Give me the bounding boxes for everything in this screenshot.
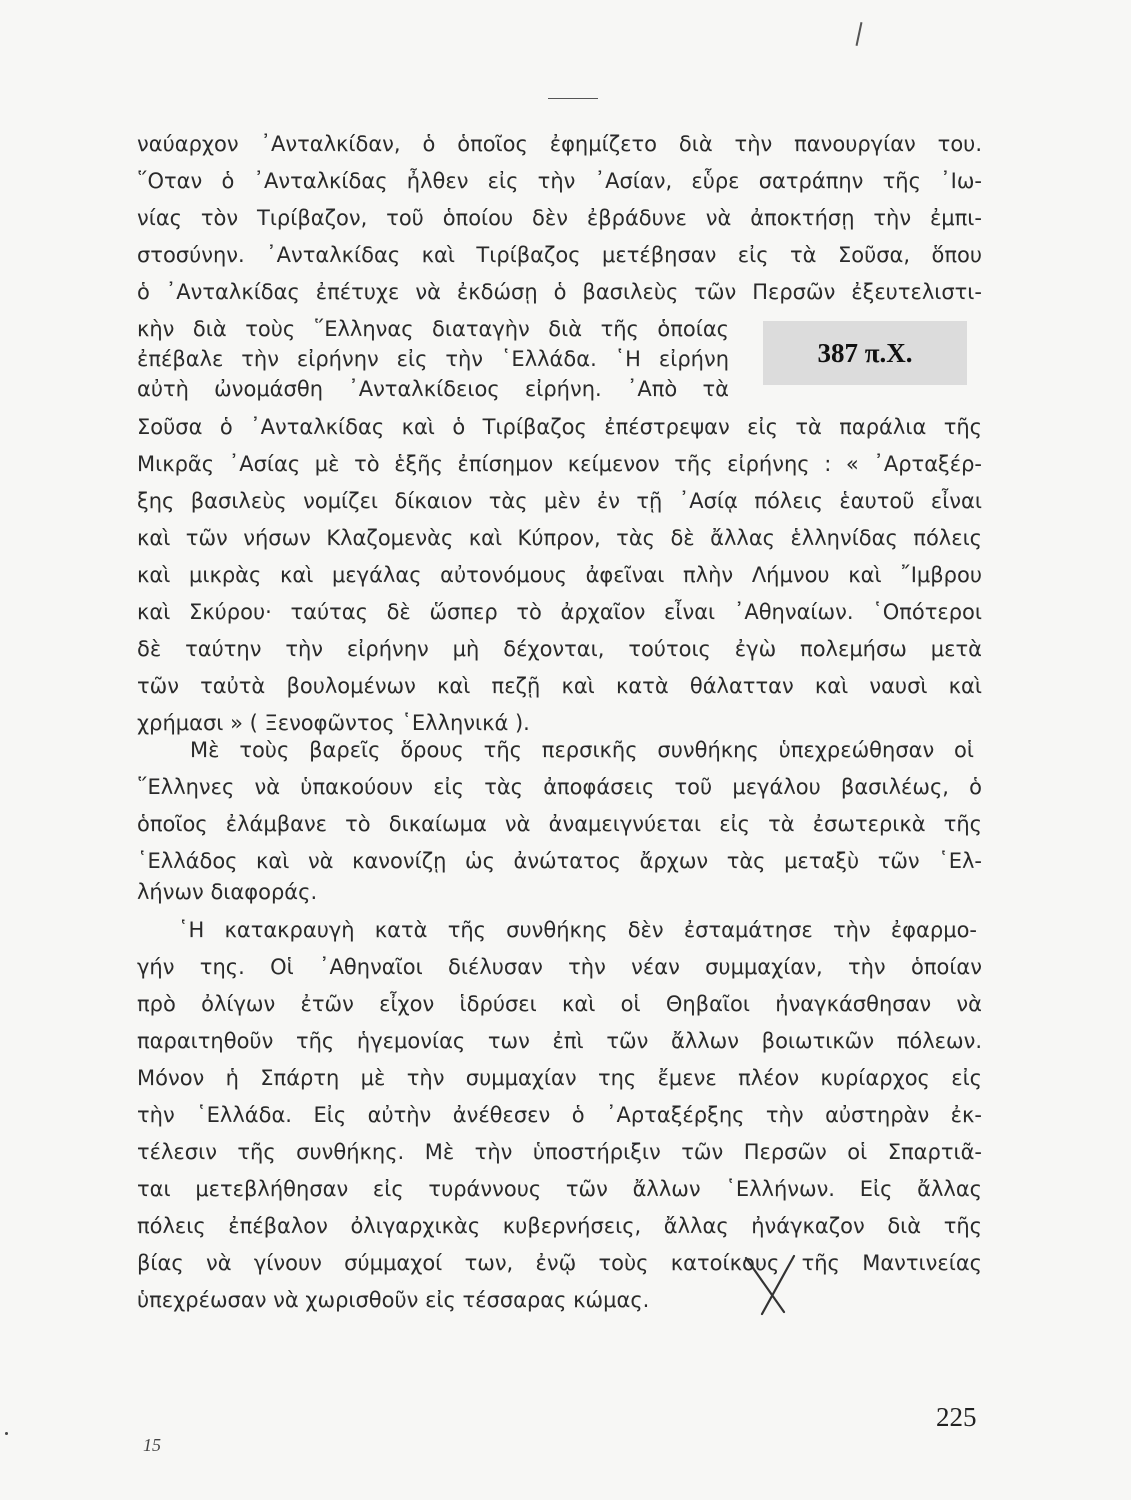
text-line: ῾Ελλάδος καὶ νὰ κανονίζῃ ὡς ἀνώτατος ἄρχων τὰς μεταξὺ τῶν ῾Ελ- (137, 849, 982, 873)
text-line: Μόνον ἡ Σπάρτη μὲ τὴν συμμαχίαν της ἔμενε πλέον κυρίαρχος εἰς (137, 1066, 982, 1090)
header-rule (548, 98, 598, 99)
text-line: βίας νὰ γίνουν σύμμαχοί των, ἐνῷ τοὺς κατοίκους τῆς Μαντινείας (137, 1251, 982, 1275)
text-line: αὐτὴ ὠνομάσθη ᾿Ανταλκίδειος εἰρήνη. ᾿Απὸ τὰ (137, 377, 729, 401)
cross-mark-icon (740, 1252, 800, 1318)
text-line: ὁ ᾿Ανταλκίδας ἐπέτυχε νὰ ἐκδώσῃ ὁ βασιλεὺς τῶν Περσῶν ἐξευτελιστι- (137, 280, 982, 304)
text-line: ναύαρχον ᾿Ανταλκίδαν, ὁ ὁποῖος ἐφημίζετο διὰ τὴν πανουργίαν του. (137, 132, 982, 156)
page-number: 225 (936, 1402, 977, 1432)
text-line: ξης βασιλεὺς νομίζει δίκαιον τὰς μὲν ἐν τῇ ᾿Ασίᾳ πόλεις ἑαυτοῦ εἶναι (137, 489, 982, 513)
text-line: παραιτηθοῦν τῆς ἡγεμονίας των ἐπὶ τῶν ἄλλων βοιωτικῶν πόλεων. (137, 1029, 982, 1053)
pencil-tick-mark (856, 22, 863, 46)
margin-date-label: 387 π.Χ. (817, 337, 913, 368)
text-line: τὴν ῾Ελλάδα. Εἰς αὐτὴν ἀνέθεσεν ὁ ᾿Αρταξέρξης τὴν αὐστηρὰν ἐκ- (137, 1103, 982, 1127)
text-line: πρὸ ὀλίγων ἐτῶν εἶχον ἱδρύσει καὶ οἱ Θηβαῖοι ἠναγκάσθησαν νὰ (137, 992, 982, 1016)
signature-number: 15 (143, 1435, 161, 1455)
text-line: λήνων διαφοράς. (137, 880, 318, 904)
text-line: τέλεσιν τῆς συνθήκης. Μὲ τὴν ὑποστήριξιν τῶν Περσῶν οἱ Σπαρτιᾶ- (137, 1140, 982, 1164)
text-line: γήν της. Οἱ ᾿Αθηναῖοι διέλυσαν τὴν νέαν συμμαχίαν, τὴν ὁποίαν (137, 955, 982, 979)
text-line: ἐπέβαλε τὴν εἰρήνην εἰς τὴν ῾Ελλάδα. ῾Η εἰρήνη (137, 347, 729, 371)
text-line: καὶ Σκύρου· ταύτας δὲ ὥσπερ τὸ ἀρχαῖον εἶναι ᾿Αθηναίων. ῾Οπότεροι (137, 600, 982, 624)
text-line: ὁποῖος ἐλάμβανε τὸ δικαίωμα νὰ ἀναμειγνύεται εἰς τὰ ἐσωτερικὰ τῆς (137, 812, 982, 836)
text-line: Σοῦσα ὁ ᾿Ανταλκίδας καὶ ὁ Τιρίβαζος ἐπέστρεψαν εἰς τὰ παράλια τῆς (137, 415, 982, 439)
text-line: καὶ μικρὰς καὶ μεγάλας αὐτονόμους ἀφεῖναι πλὴν Λήμνου καὶ ῎Ιμβρου (137, 563, 982, 587)
margin-date-box (763, 321, 967, 385)
text-line: δὲ ταύτην τὴν εἰρήνην μὴ δέχονται, τούτοις ἐγὼ πολεμήσω μετὰ (137, 637, 982, 661)
paragraph-first-line: ῾Η κατακραυγὴ κατὰ τῆς συνθήκης δὲν ἐσταμάτησε τὴν ἐφαρμο- (178, 918, 977, 942)
text-line: τῶν ταὐτὰ βουλομένων καὶ πεζῇ καὶ κατὰ θάλατταν καὶ ναυσὶ καὶ (137, 674, 982, 698)
text-line: ῞Ελληνες νὰ ὑπακούουν εἰς τὰς ἀποφάσεις τοῦ μεγάλου βασιλέως, ὁ (137, 775, 982, 799)
text-line: ῞Οταν ὁ ᾿Ανταλκίδας ἦλθεν εἰς τὴν ᾿Ασίαν, εὗρε σατράπην τῆς ᾿Ιω- (137, 169, 982, 193)
text-line: πόλεις ἐπέβαλον ὀλιγαρχικὰς κυβερνήσεις, ἄλλας ἠνάγκαζον διὰ τῆς (137, 1214, 982, 1238)
text-line: ται μετεβλήθησαν εἰς τυράννους τῶν ἄλλων ῾Ελλήνων. Εἰς ἄλλας (137, 1177, 982, 1201)
text-line: ὑπεχρέωσαν νὰ χωρισθοῦν εἰς τέσσαρας κώμας. (137, 1288, 650, 1312)
text-line: κὴν διὰ τοὺς ῞Ελληνας διαταγὴν διὰ τῆς ὁποίας (137, 317, 729, 341)
text-line: νίας τὸν Τιρίβαζον, τοῦ ὁποίου δὲν ἐβράδυνε νὰ ἀποκτήσῃ τὴν ἐμπι- (137, 206, 982, 230)
paragraph-first-line: Μὲ τοὺς βαρεῖς ὅρους τῆς περσικῆς συνθήκης ὑπεχρεώθησαν οἱ (190, 738, 974, 762)
text-line: χρήμασι » ( Ξενοφῶντος ῾Ελληνικά ). (137, 711, 530, 735)
scan-speck (5, 1432, 8, 1435)
text-line: στοσύνην. ᾿Ανταλκίδας καὶ Τιρίβαζος μετέβησαν εἰς τὰ Σοῦσα, ὅπου (137, 243, 982, 267)
text-line: Μικρᾶς ᾿Ασίας μὲ τὸ ἑξῆς ἐπίσημον κείμενον τῆς εἰρήνης : « ᾿Αρταξέρ- (137, 452, 982, 476)
text-line: καὶ τῶν νήσων Κλαζομενὰς καὶ Κύπρον, τὰς δὲ ἄλλας ἑλληνίδας πόλεις (137, 526, 982, 550)
